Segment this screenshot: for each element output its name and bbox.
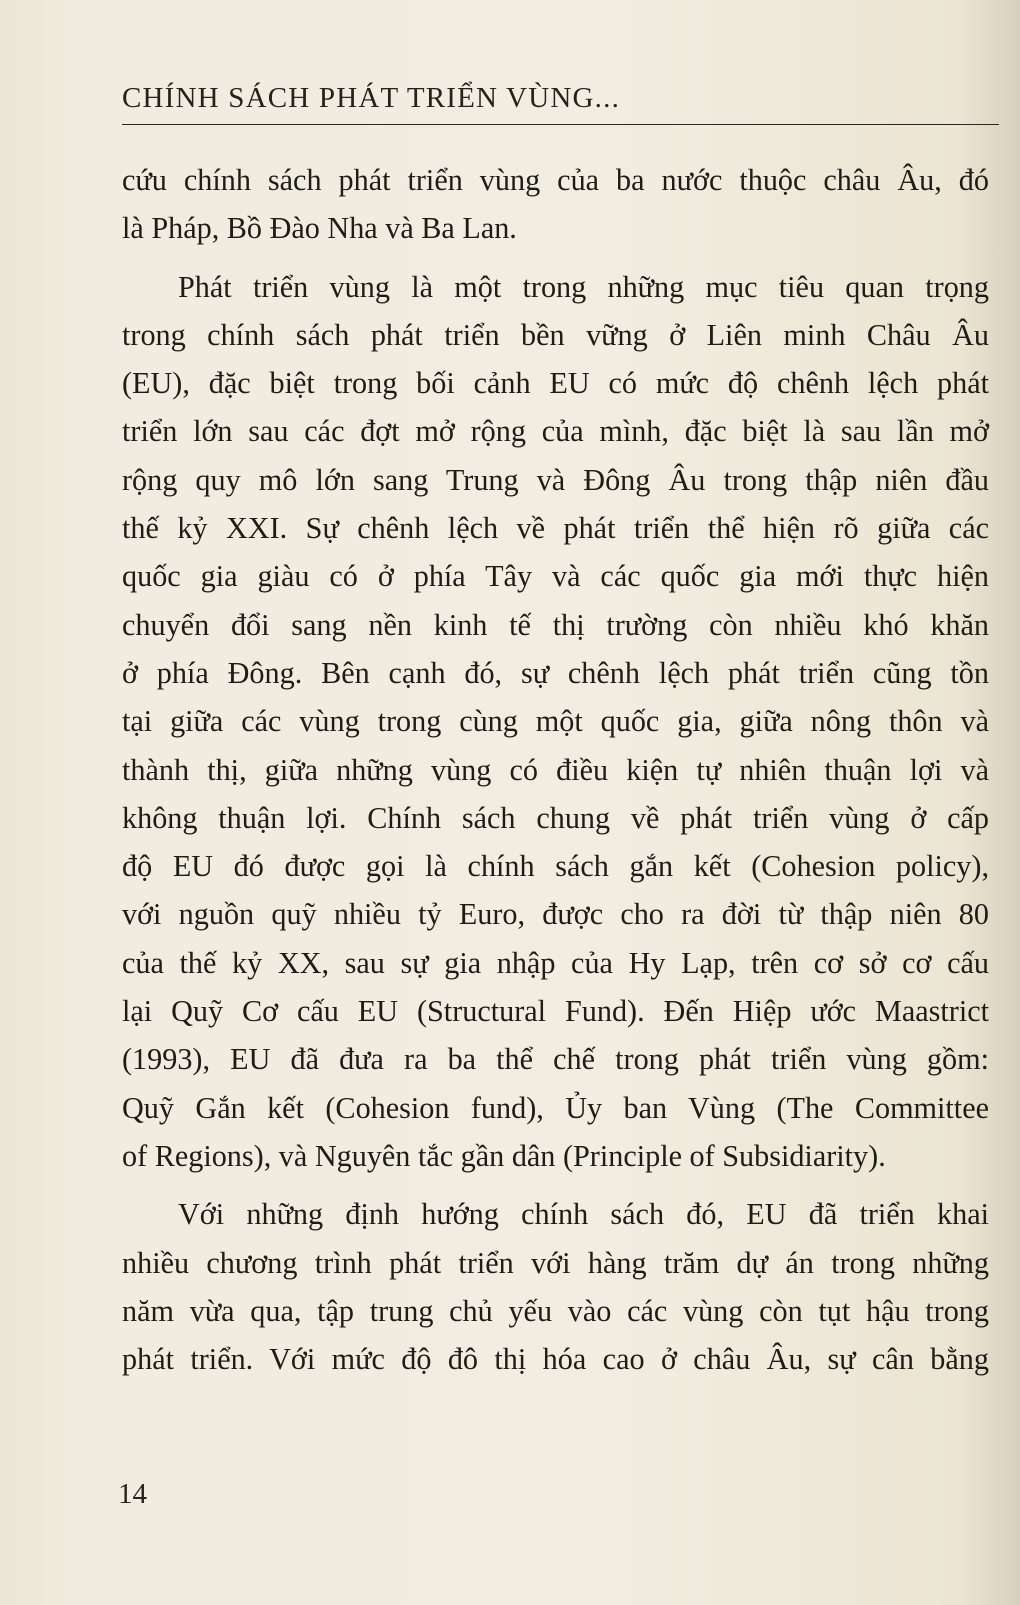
text-line: trong chính sách phát triển bền vững ở Liên minh Châu Âu [122, 317, 989, 352]
paragraph-2 [122, 263, 989, 1181]
text-line: tại giữa các vùng trong cùng một quốc gia, giữa nông thôn và [122, 704, 989, 739]
text-line: triển lớn sau các đợt mở rộng của mình, đặc biệt là sau lần mở [122, 414, 989, 449]
text-line: với nguồn quỹ nhiều tỷ Euro, được cho ra đời từ thập niên 80 [122, 897, 989, 932]
text-line: nhiều chương trình phát triển với hàng trăm dự án trong những [122, 1245, 989, 1280]
text-line: (1993), EU đã đưa ra ba thể chế trong phát triển vùng gồm: [122, 1042, 989, 1077]
paragraph-3 [122, 1190, 989, 1383]
text-line: rộng quy mô lớn sang Trung và Đông Âu trong thập niên đầu [122, 462, 989, 497]
text-line: của thế kỷ XX, sau sự gia nhập của Hy Lạp, trên cơ sở cơ cấu [122, 945, 989, 980]
running-title: CHÍNH SÁCH PHÁT TRIỂN VÙNG... [122, 82, 621, 114]
text-line: ở phía Đông. Bên cạnh đó, sự chênh lệch phát triển cũng tồn [122, 655, 989, 690]
text-line: phát triển. Với mức độ đô thị hóa cao ở châu Âu, sự cân bằng [122, 1342, 989, 1377]
paragraph-1 [122, 156, 989, 253]
text-line: không thuận lợi. Chính sách chung về phát triển vùng ở cấp [122, 800, 989, 835]
page-number: 14 [118, 1478, 147, 1510]
text-line: Quỹ Gắn kết (Cohesion fund), Ủy ban Vùng (The Committee [122, 1090, 989, 1125]
text-line: cứu chính sách phát triển vùng của ba nước thuộc châu Âu, đó [122, 163, 989, 197]
text-line: năm vừa qua, tập trung chủ yếu vào các vùng còn tụt hậu trong [122, 1293, 989, 1328]
text-line: (EU), đặc biệt trong bối cảnh EU có mức độ chênh lệch phát [122, 366, 989, 401]
text-line: là Pháp, Bồ Đào Nha và Ba Lan. [122, 211, 517, 246]
text-line: lại Quỹ Cơ cấu EU (Structural Fund). Đến Hiệp ước Maastrict [122, 994, 989, 1029]
text-line: độ EU đó được gọi là chính sách gắn kết (Cohesion policy), [122, 849, 989, 884]
text-line: of Regions), và Nguyên tắc gần dân (Principle of Subsidiarity). [122, 1138, 886, 1173]
text-line: chuyển đổi sang nền kinh tế thị trường còn nhiều khó khăn [122, 607, 989, 642]
text-line: thành thị, giữa những vùng có điều kiện tự nhiên thuận lợi và [122, 752, 989, 787]
text-line: quốc gia giàu có ở phía Tây và các quốc gia mới thực hiện [122, 559, 989, 594]
running-header [122, 80, 999, 125]
body-text [122, 156, 989, 1393]
text-line: Phát triển vùng là một trong những mục tiêu quan trọng [178, 269, 989, 304]
text-line: Với những định hướng chính sách đó, EU đã triển khai [178, 1197, 989, 1232]
text-line: thế kỷ XXI. Sự chênh lệch về phát triển thể hiện rõ giữa các [122, 511, 989, 546]
